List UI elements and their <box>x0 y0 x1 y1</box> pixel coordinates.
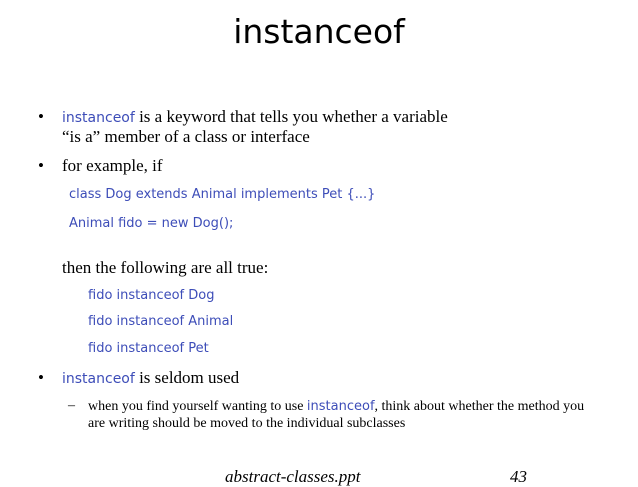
bullet-dot: • <box>38 107 44 126</box>
true-expr-animal: fido instanceof Animal <box>88 314 234 329</box>
bullet-3-text: instanceof is seldom used <box>62 368 240 387</box>
then-text: then the following are all true: <box>62 258 269 277</box>
sub-bullet-line-2: are writing should be moved to the individual subclasses <box>88 416 406 431</box>
bullet-1-line-2: “is a” member of a class or interface <box>62 127 310 146</box>
sub-bullet-dash: – <box>68 398 75 413</box>
instanceof-keyword: instanceof <box>62 371 135 387</box>
instanceof-keyword: instanceof <box>62 110 135 126</box>
footer-filename: abstract-classes.ppt <box>225 467 361 486</box>
bullet-2-text: for example, if <box>62 156 163 175</box>
code-line-class-dog: class Dog extends Animal implements Pet {...} <box>69 187 376 202</box>
sub-bullet-line-1: when you find yourself wanting to use instanceof, think about whether the method you <box>88 399 585 414</box>
bullet-dot: • <box>38 156 44 175</box>
slide-title: instanceof <box>233 12 405 51</box>
true-expr-dog: fido instanceof Dog <box>88 288 215 303</box>
true-expr-pet: fido instanceof Pet <box>88 341 209 356</box>
bullet-1-line-1: instanceof is a keyword that tells you whether a variable <box>62 107 448 126</box>
instanceof-keyword: instanceof <box>306 399 375 414</box>
code-line-animal-fido: Animal fido = new Dog(); <box>69 216 234 231</box>
footer-page-number: 43 <box>510 467 527 486</box>
bullet-dot: • <box>38 368 44 387</box>
